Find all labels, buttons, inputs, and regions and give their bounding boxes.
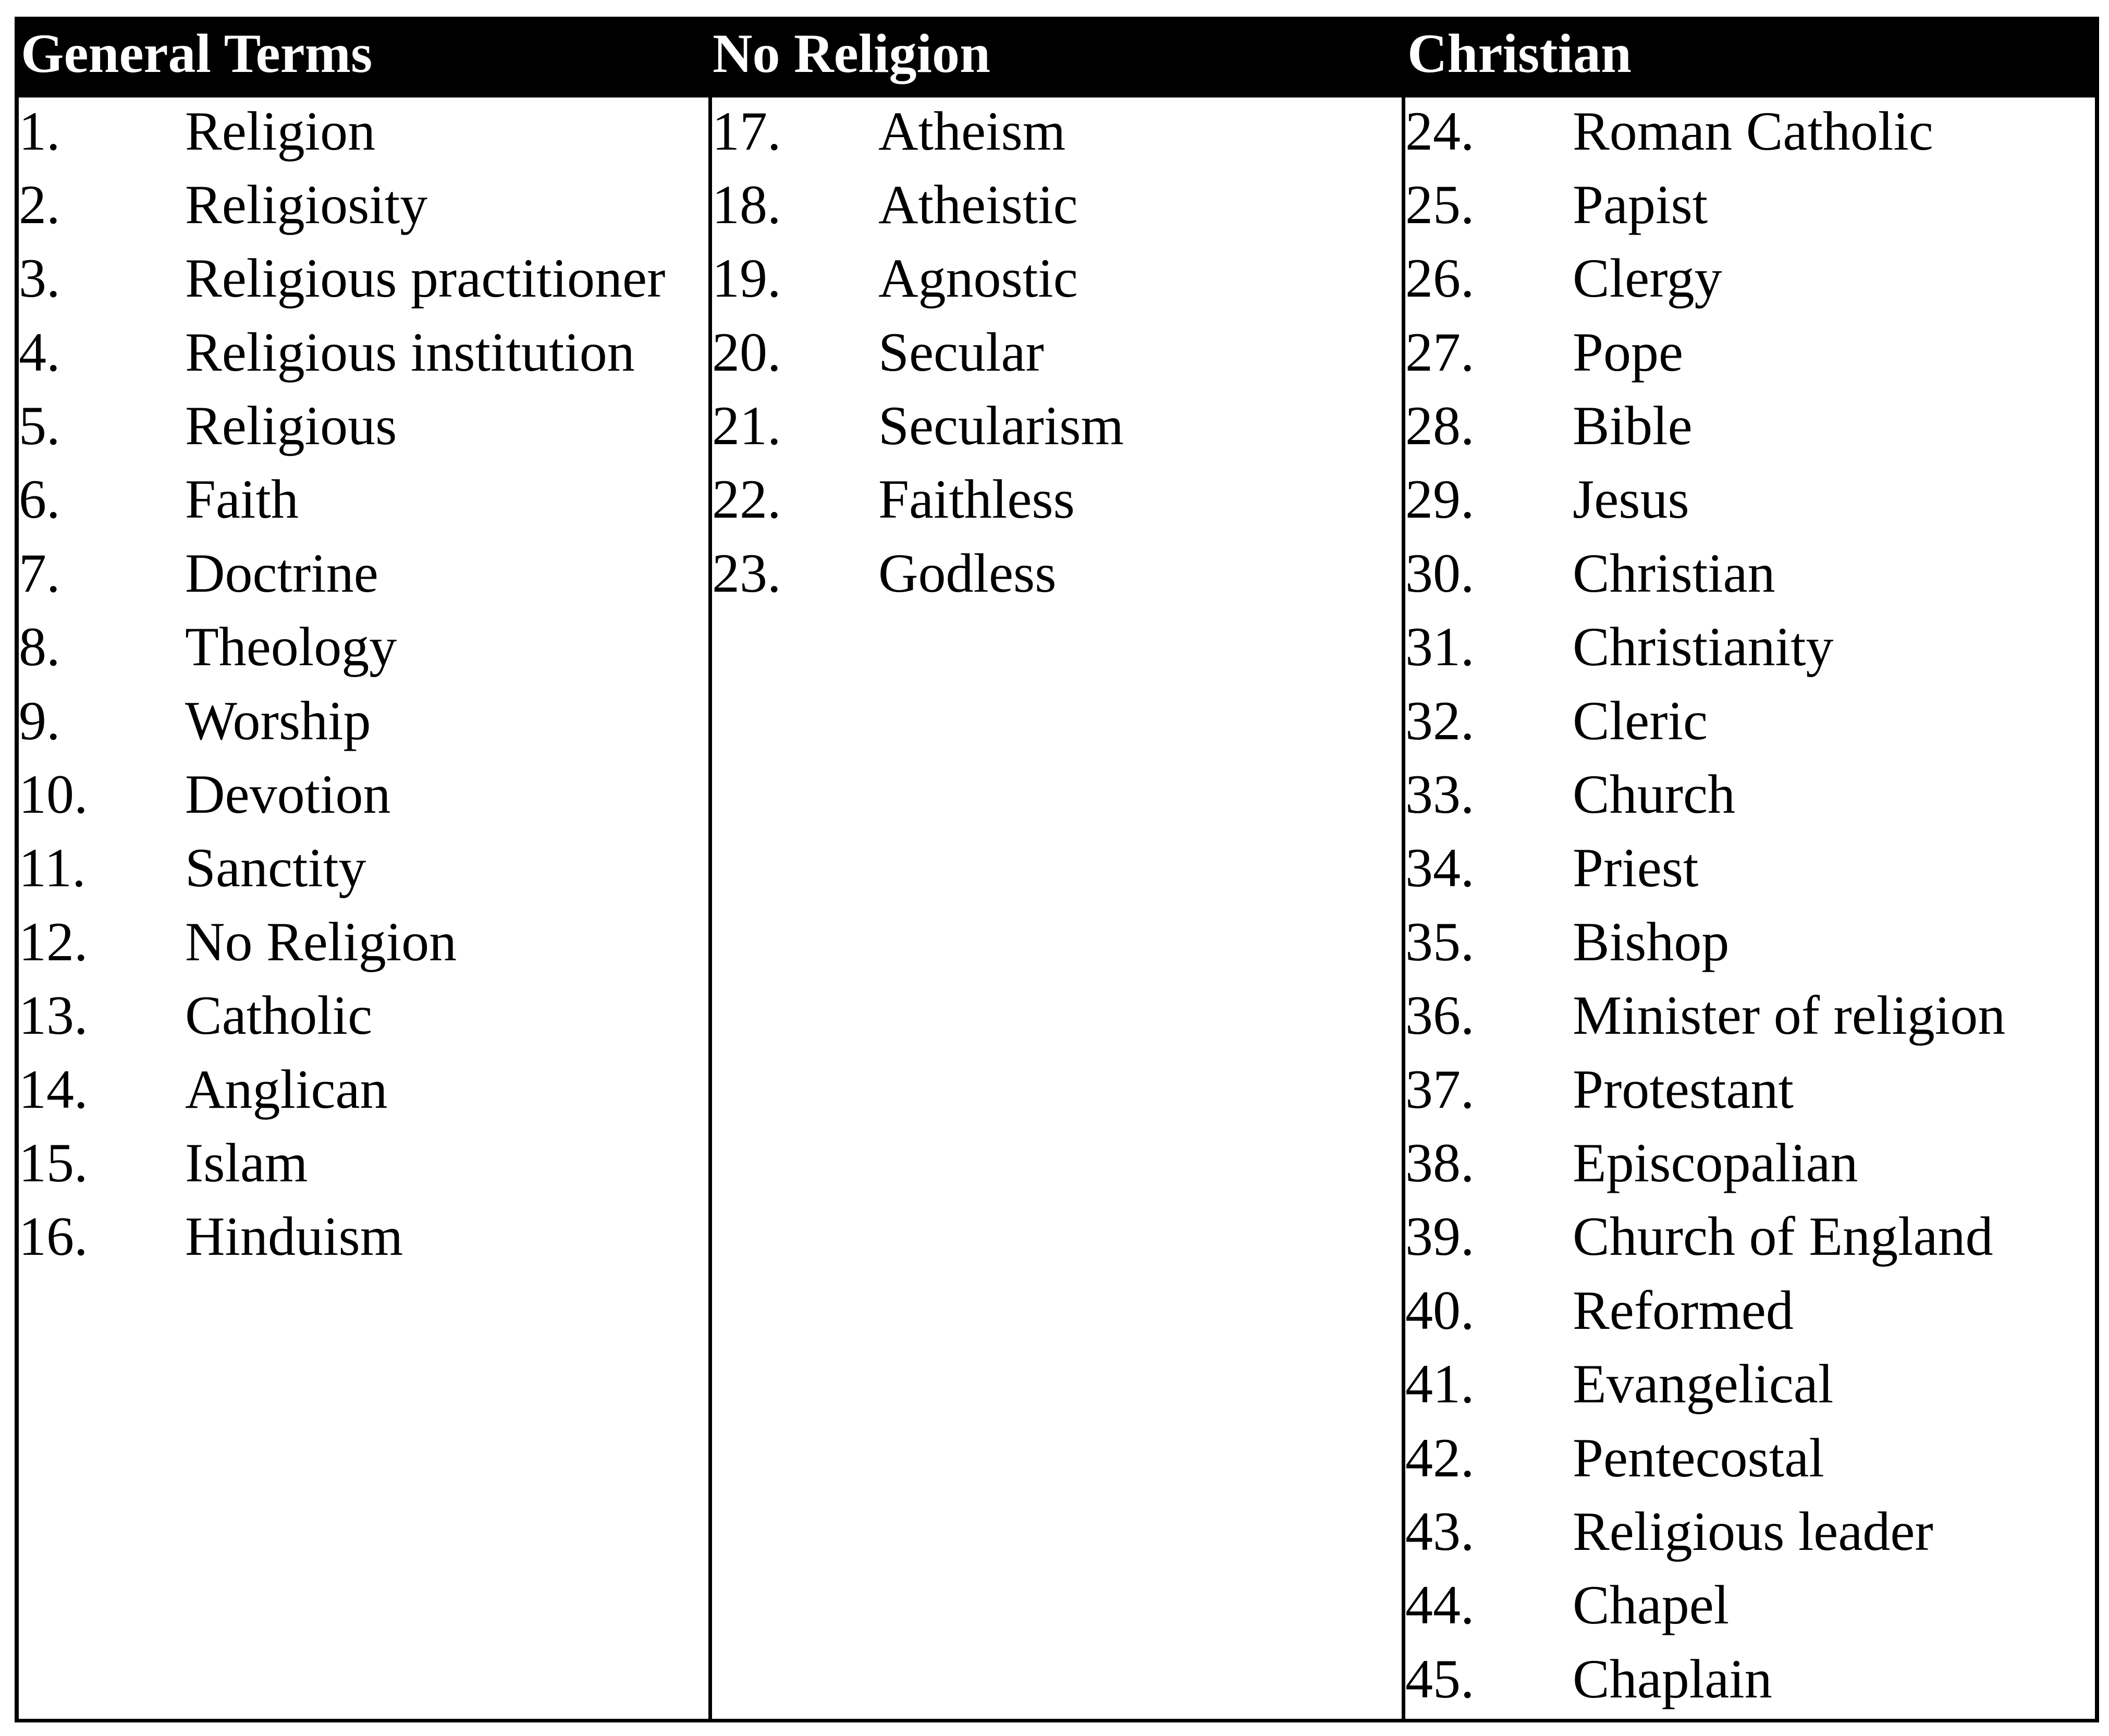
term-number: 2. xyxy=(19,174,60,235)
term-number: 32. xyxy=(1405,690,1475,751)
term-number: 39. xyxy=(1405,1206,1475,1267)
term-label: Papist xyxy=(1573,174,1708,235)
column-divider xyxy=(708,97,712,1720)
term-row xyxy=(1405,1274,2093,1347)
term-label: Priest xyxy=(1573,837,1699,899)
term-label: Roman Catholic xyxy=(1573,100,1933,162)
term-row xyxy=(19,757,707,831)
term-number: 1. xyxy=(19,100,60,162)
term-number: 5. xyxy=(19,395,60,457)
table-border-left xyxy=(15,97,19,1722)
table-border-bottom xyxy=(15,1719,2099,1722)
term-number: 30. xyxy=(1405,542,1475,604)
term-number: 6. xyxy=(19,469,60,530)
term-number: 43. xyxy=(1405,1500,1475,1562)
term-label: Devotion xyxy=(185,764,391,825)
term-label: Pope xyxy=(1573,321,1683,383)
term-row xyxy=(1405,1642,2093,1716)
term-row xyxy=(712,168,1400,241)
term-row xyxy=(1405,831,2093,904)
term-label: Religious institution xyxy=(185,321,635,383)
term-label: Doctrine xyxy=(185,542,378,604)
table-border-right xyxy=(2095,97,2099,1722)
term-number: 4. xyxy=(19,321,60,383)
term-row xyxy=(19,610,707,683)
term-label: Religion xyxy=(185,100,376,162)
term-row xyxy=(1405,905,2093,979)
term-label: Catholic xyxy=(185,985,373,1046)
term-label: Jesus xyxy=(1573,469,1689,530)
term-row xyxy=(19,94,707,168)
term-number: 20. xyxy=(712,321,781,383)
term-row xyxy=(19,905,707,979)
term-number: 3. xyxy=(19,248,60,309)
column-christian xyxy=(1405,94,2093,1716)
column-heading-no-religion: No Religion xyxy=(713,23,990,84)
term-label: Secular xyxy=(878,321,1044,383)
term-label: Faith xyxy=(185,469,299,530)
term-row xyxy=(1405,462,2093,536)
term-number: 8. xyxy=(19,616,60,678)
term-label: Islam xyxy=(185,1132,308,1193)
term-row xyxy=(19,315,707,389)
term-row xyxy=(1405,979,2093,1052)
term-label: No Religion xyxy=(185,911,457,972)
term-number: 36. xyxy=(1405,985,1475,1046)
term-number: 15. xyxy=(19,1132,88,1193)
term-number: 34. xyxy=(1405,837,1475,899)
term-row xyxy=(712,241,1400,315)
term-row xyxy=(1405,610,2093,683)
term-label: Bible xyxy=(1573,395,1693,457)
term-row xyxy=(1405,1495,2093,1568)
term-label: Atheistic xyxy=(878,174,1078,235)
term-number: 21. xyxy=(712,395,781,457)
term-row xyxy=(1405,168,2093,241)
term-row xyxy=(1405,1053,2093,1126)
term-number: 11. xyxy=(19,837,86,899)
term-row xyxy=(1405,1200,2093,1273)
term-row xyxy=(1405,1421,2093,1495)
term-number: 27. xyxy=(1405,321,1475,383)
term-label: Atheism xyxy=(878,100,1066,162)
term-row xyxy=(19,241,707,315)
term-row xyxy=(19,1126,707,1200)
term-number: 23. xyxy=(712,542,781,604)
term-row xyxy=(19,831,707,904)
term-number: 45. xyxy=(1405,1648,1475,1709)
term-number: 14. xyxy=(19,1058,88,1120)
term-row xyxy=(19,1053,707,1126)
term-row xyxy=(1405,241,2093,315)
term-label: Godless xyxy=(878,542,1057,604)
term-row xyxy=(19,536,707,610)
term-label: Church of England xyxy=(1573,1206,1993,1267)
term-row xyxy=(19,684,707,757)
column-no-religion xyxy=(712,94,1400,610)
term-row xyxy=(712,536,1400,610)
term-label: Religious leader xyxy=(1573,1500,1933,1562)
term-number: 29. xyxy=(1405,469,1475,530)
term-row xyxy=(712,462,1400,536)
term-row xyxy=(19,1200,707,1273)
term-number: 40. xyxy=(1405,1279,1475,1341)
term-label: Evangelical xyxy=(1573,1353,1834,1415)
term-label: Worship xyxy=(185,690,371,751)
column-heading-general-terms: General Terms xyxy=(21,23,373,84)
term-number: 24. xyxy=(1405,100,1475,162)
term-number: 10. xyxy=(19,764,88,825)
term-label: Church xyxy=(1573,764,1736,825)
term-number: 7. xyxy=(19,542,60,604)
term-number: 31. xyxy=(1405,616,1475,678)
term-row xyxy=(1405,1568,2093,1642)
term-row xyxy=(1405,757,2093,831)
term-row xyxy=(1405,94,2093,168)
term-label: Faithless xyxy=(878,469,1075,530)
term-label: Anglican xyxy=(185,1058,388,1120)
term-row xyxy=(712,315,1400,389)
term-number: 35. xyxy=(1405,911,1475,972)
term-number: 13. xyxy=(19,985,88,1046)
term-number: 33. xyxy=(1405,764,1475,825)
term-number: 12. xyxy=(19,911,88,972)
term-row xyxy=(1405,536,2093,610)
term-number: 44. xyxy=(1405,1574,1475,1636)
column-general-terms xyxy=(19,94,707,1274)
term-label: Pentecostal xyxy=(1573,1427,1824,1488)
term-label: Religiosity xyxy=(185,174,428,235)
term-number: 17. xyxy=(712,100,781,162)
term-label: Reformed xyxy=(1573,1279,1794,1341)
term-label: Secularism xyxy=(878,395,1124,457)
term-number: 28. xyxy=(1405,395,1475,457)
term-label: Religious practitioner xyxy=(185,248,666,309)
term-label: Chapel xyxy=(1573,1574,1730,1636)
term-row xyxy=(712,389,1400,462)
term-label: Minister of religion xyxy=(1573,985,2006,1046)
term-row xyxy=(1405,389,2093,462)
term-label: Protestant xyxy=(1573,1058,1794,1120)
term-number: 16. xyxy=(19,1206,88,1267)
term-row xyxy=(19,462,707,536)
term-number: 19. xyxy=(712,248,781,309)
term-number: 37. xyxy=(1405,1058,1475,1120)
term-label: Agnostic xyxy=(878,248,1078,309)
term-number: 38. xyxy=(1405,1132,1475,1193)
term-label: Sanctity xyxy=(185,837,366,899)
term-row xyxy=(19,979,707,1052)
term-row xyxy=(1405,315,2093,389)
term-row xyxy=(19,389,707,462)
term-number: 22. xyxy=(712,469,781,530)
term-number: 25. xyxy=(1405,174,1475,235)
column-heading-christian: Christian xyxy=(1407,23,1632,84)
term-label: Clergy xyxy=(1573,248,1722,309)
term-row xyxy=(1405,1126,2093,1200)
term-row xyxy=(1405,1347,2093,1421)
term-row xyxy=(712,94,1400,168)
term-number: 9. xyxy=(19,690,60,751)
term-number: 42. xyxy=(1405,1427,1475,1488)
term-label: Episcopalian xyxy=(1573,1132,1858,1193)
term-row xyxy=(1405,684,2093,757)
term-row xyxy=(19,168,707,241)
term-label: Christian xyxy=(1573,542,1775,604)
term-label: Religious xyxy=(185,395,397,457)
term-label: Theology xyxy=(185,616,397,678)
term-label: Hinduism xyxy=(185,1206,403,1267)
term-label: Bishop xyxy=(1573,911,1730,972)
term-label: Chaplain xyxy=(1573,1648,1772,1709)
term-number: 26. xyxy=(1405,248,1475,309)
column-divider xyxy=(1402,97,1405,1720)
term-number: 41. xyxy=(1405,1353,1475,1415)
term-label: Christianity xyxy=(1573,616,1834,678)
term-label: Cleric xyxy=(1573,690,1708,751)
term-number: 18. xyxy=(712,174,781,235)
